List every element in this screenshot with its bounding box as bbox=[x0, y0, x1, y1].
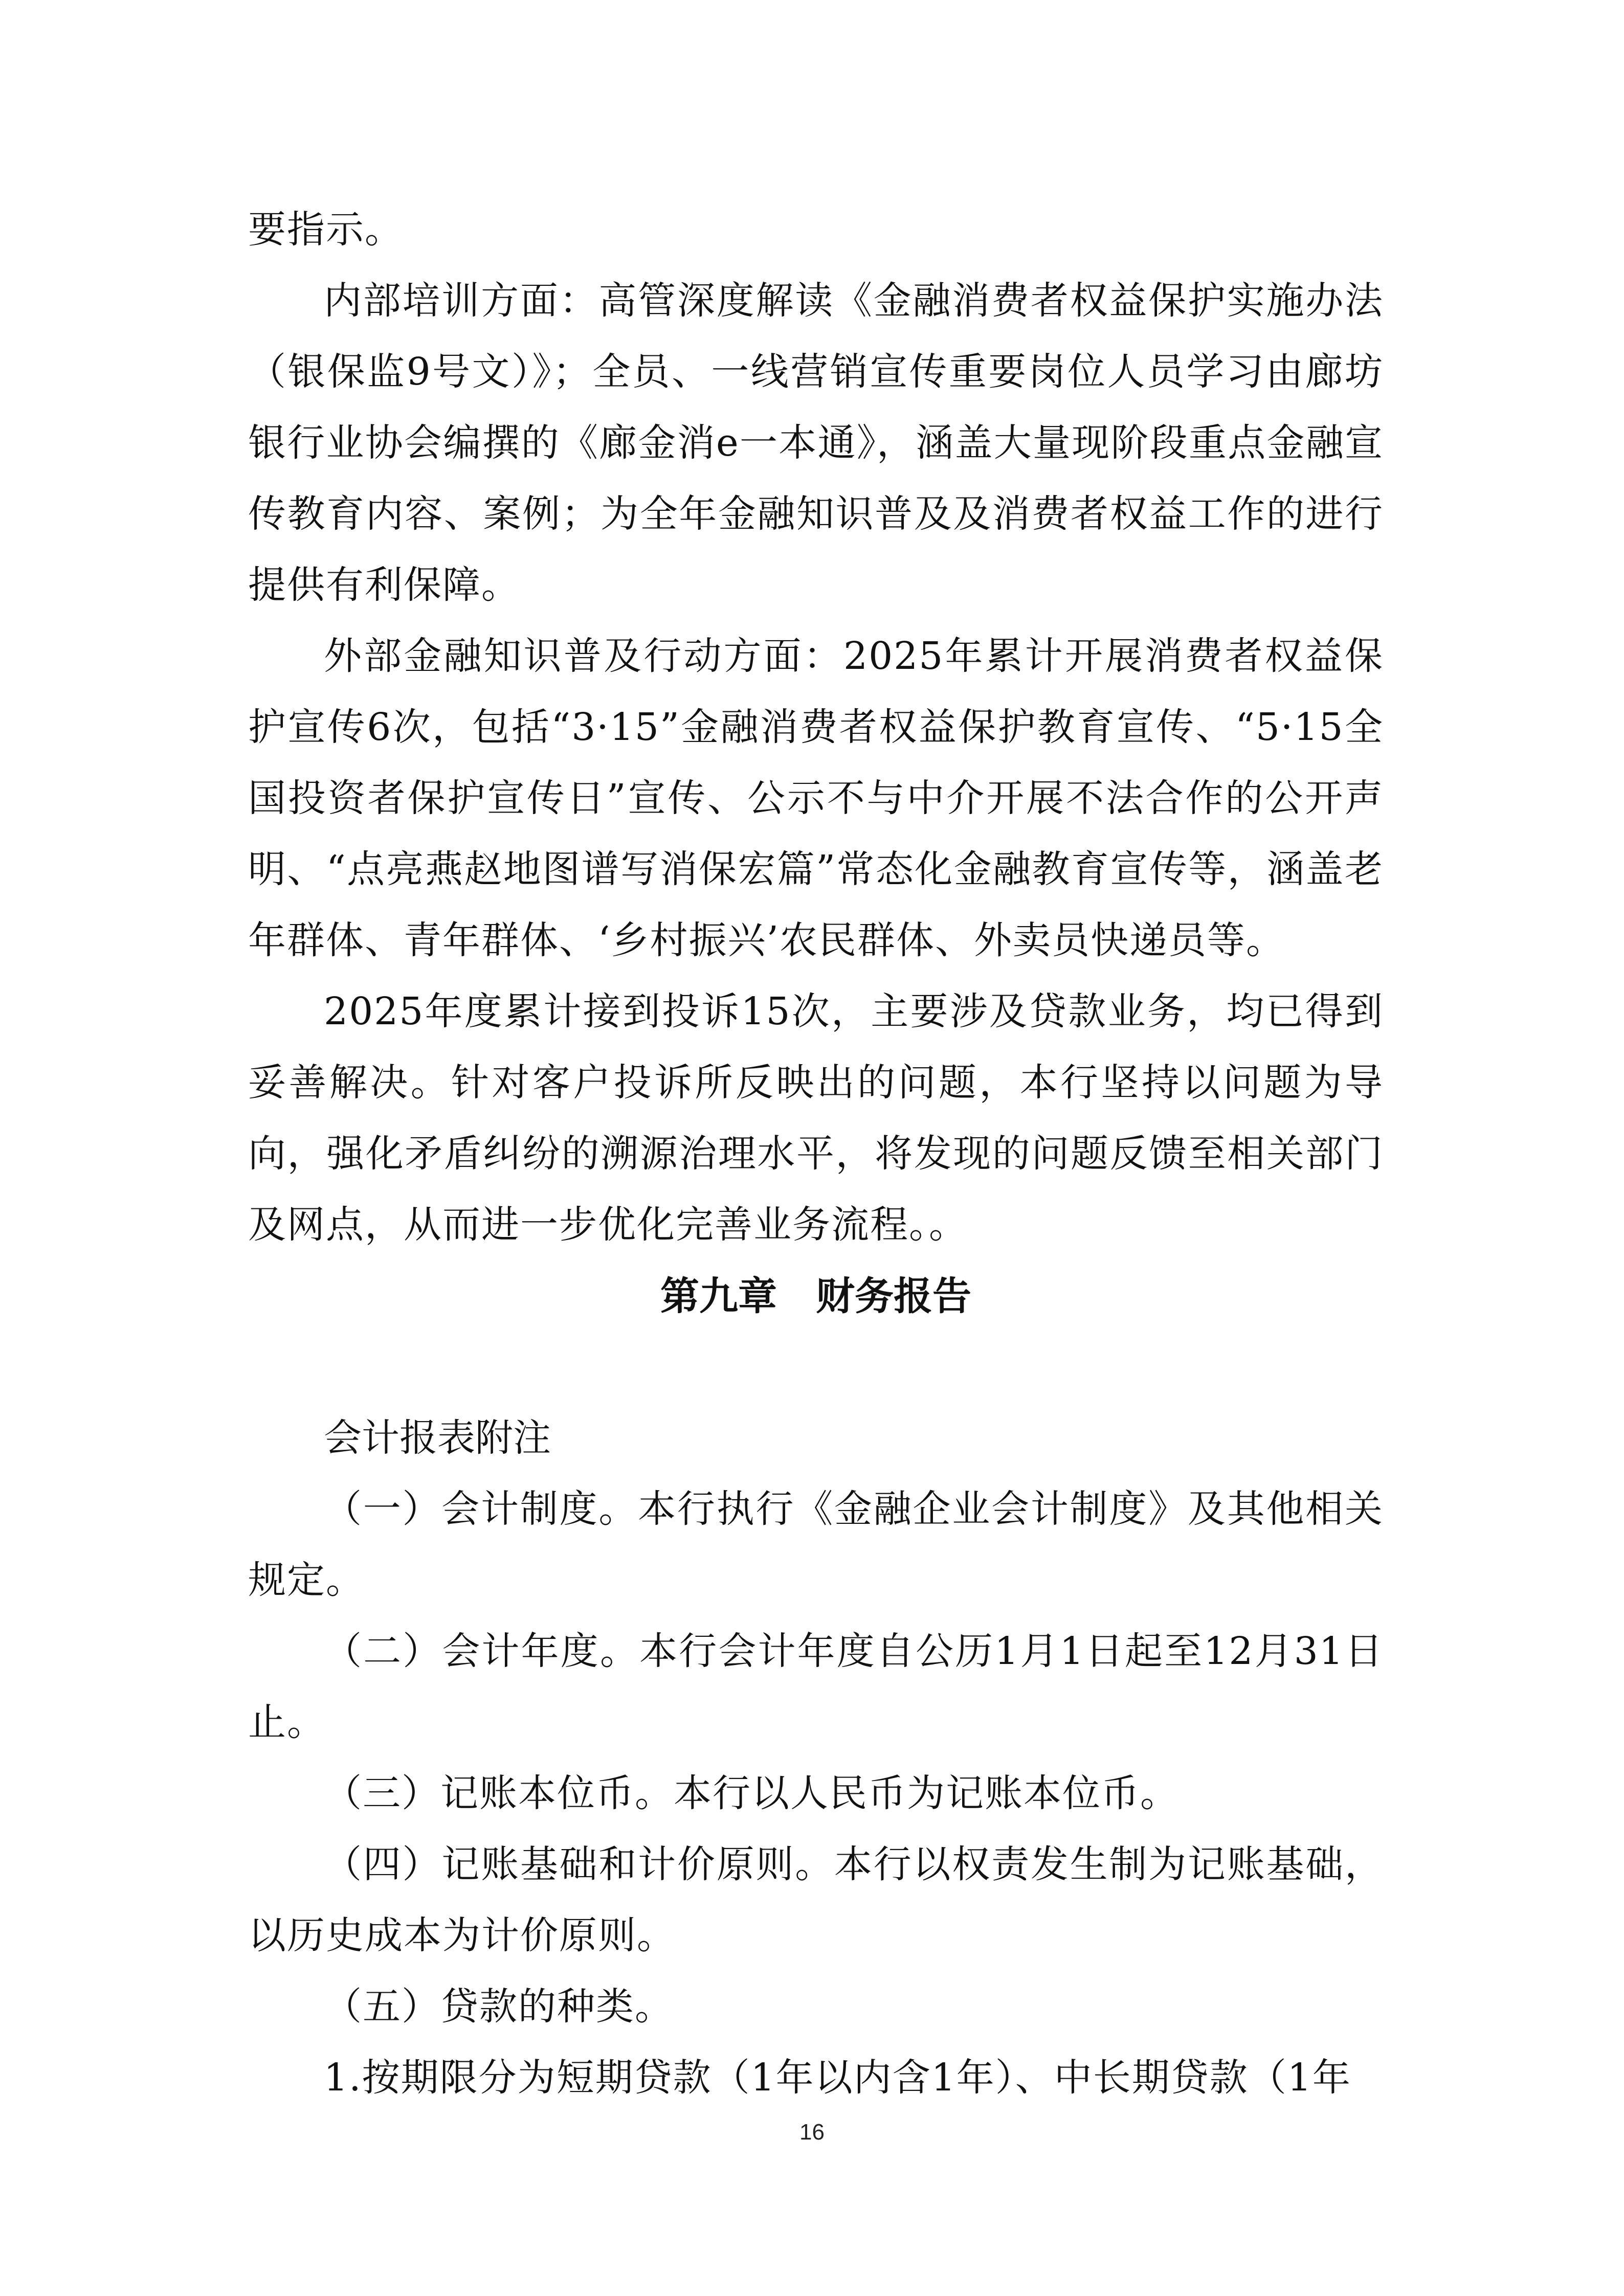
paragraphs-after bbox=[248, 1474, 1384, 2113]
body-paragraph: （五）贷款的种类。 bbox=[324, 1985, 674, 2029]
body-paragraph: （三）记账本位币。本行以人民币为记账本位币。 bbox=[324, 1771, 1179, 1815]
body-paragraph: 2025年度累计接到投诉15次，主要涉及贷款业务，均已得到妥善解决。针对客户投诉所反映出的问题，本行坚持以问题为导向，强化矛盾纠纷的溯源治理水平，将发现的问题反馈至相关部门及网点，从而进一步优化完善业务流程。。 bbox=[248, 989, 1384, 1247]
page-number: 16 bbox=[799, 2120, 825, 2145]
section-title: 会计报表附注 bbox=[324, 1416, 551, 1460]
body-paragraph: 外部金融知识普及行动方面：2025年累计开展消费者权益保护宣传6次，包括“3·15”金融消费者权益保护教育宣传、“5·15全国投资者保护宣传日”宣传、公示不与中介开展不法合作的公开声明、“点亮燕赵地图谱写消保宏篇”常态化金融教育宣传等，涵盖老年群体、青年群体、‘乡村振兴’农民群体、外卖员快递员等。 bbox=[248, 634, 1384, 962]
paragraphs-before bbox=[248, 194, 1384, 1260]
body-paragraph: 内部培训方面：高管深度解读《金融消费者权益保护实施办法（银保监9号文）》；全员、一线营销宣传重要岗位人员学习由廊坊银行业协会编撰的《廊金消e一本通》，涵盖大量现阶段重点金融宣传教育内容、案例；为全年金融知识普及及消费者权益工作的进行提供有利保障。 bbox=[248, 279, 1384, 607]
body-paragraph: （二）会计年度。本行会计年度自公历1月1日起至12月31日止。 bbox=[248, 1629, 1384, 1744]
body-paragraph: 要指示。 bbox=[248, 208, 404, 252]
page-body bbox=[248, 194, 1384, 2113]
chapter-title: 第九章 财务报告 bbox=[660, 1273, 971, 1319]
body-paragraph: （一）会计制度。本行执行《金融企业会计制度》及其他相关规定。 bbox=[248, 1487, 1384, 1602]
body-paragraph: （四）记账基础和计价原则。本行以权责发生制为记账基础，以历史成本为计价原则。 bbox=[248, 1842, 1384, 1957]
body-paragraph: 1.按期限分为短期贷款（1年以内含1年）、中长期贷款（1年 bbox=[324, 2056, 1351, 2100]
